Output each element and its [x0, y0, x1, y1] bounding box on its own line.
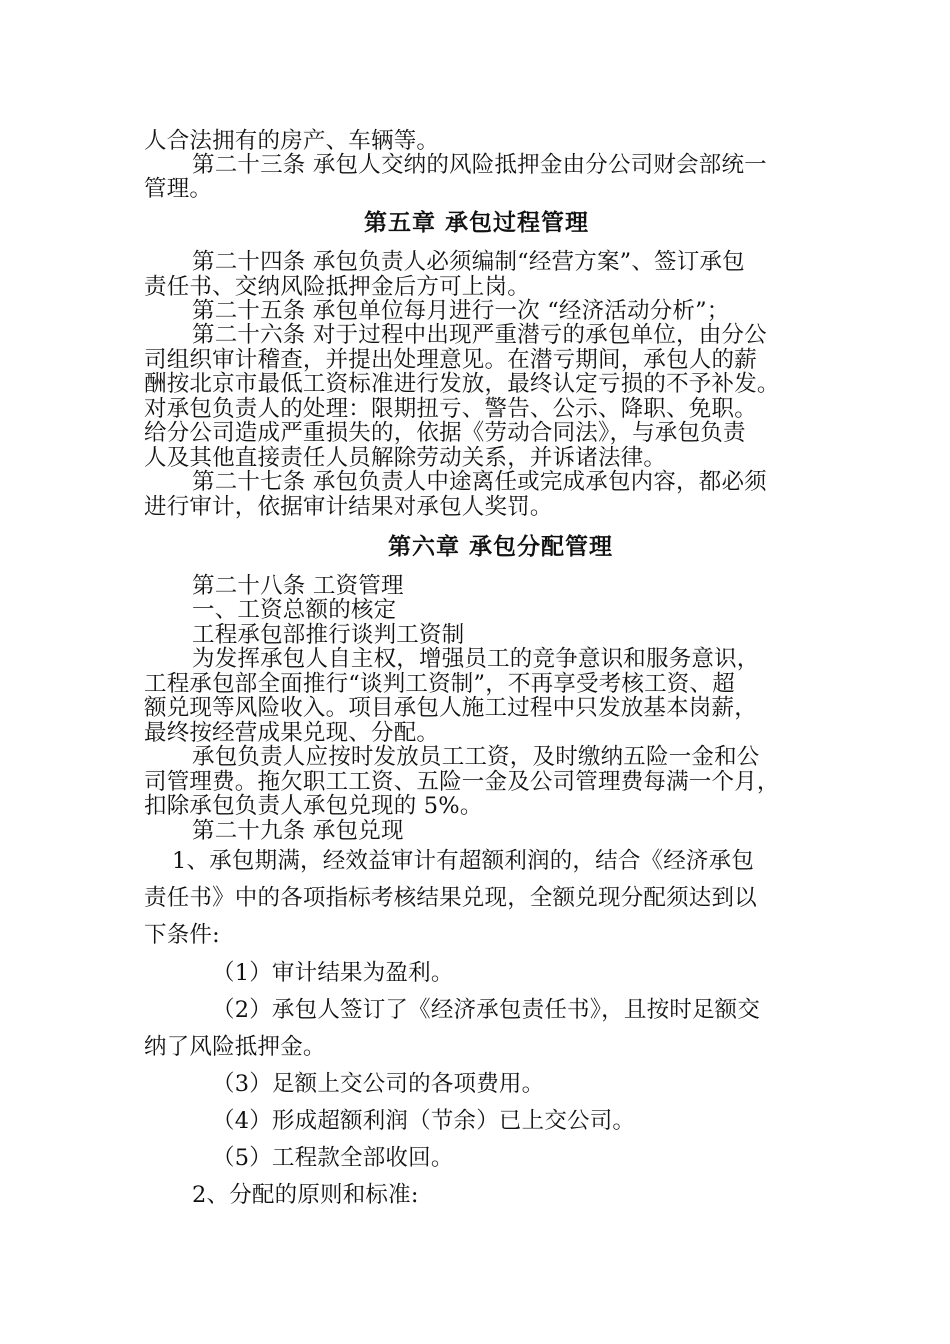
condition-3: （3）足额上交公司的各项费用。: [212, 1071, 545, 1097]
text-line: 管理。: [144, 176, 213, 202]
text-line: 司组织审计稽查，并提出处理意见。在潜亏期间，承包人的薪: [144, 347, 757, 373]
text-line: 工程承包部全面推行“谈判工资制”，不再享受考核工资、超: [144, 671, 735, 697]
article-25-line: 第二十五条 承包单位每月进行一次 “经济活动分析”；: [192, 298, 730, 324]
text-line: 纳了风险抵押金。: [144, 1034, 326, 1060]
text-line: 责任书》中的各项指标考核结果兑现，全额兑现分配须达到以: [144, 885, 757, 911]
text-line: 2、分配的原则和标准:: [192, 1182, 419, 1208]
article-28-line: 第二十八条 工资管理: [192, 573, 404, 599]
article-27-line: 第二十七条 承包负责人中途离任或完成承包内容，都必须: [192, 469, 767, 495]
text-line: 酬按北京市最低工资标准进行发放，最终认定亏损的不予补发。: [144, 371, 780, 397]
text-line: 给分公司造成严重损失的，依据《劳动合同法》，与承包负责: [144, 420, 746, 446]
text-line: 下条件:: [144, 922, 220, 948]
text-line: 一、工资总额的核定: [192, 597, 397, 623]
text-line: 承包负责人应按时发放员工工资，及时缴纳五险一金和公: [192, 744, 760, 770]
text-line: 对承包负责人的处理：限期扭亏、警告、公示、降职、免职。: [144, 396, 757, 422]
article-26-line: 第二十六条 对于过程中出现严重潜亏的承包单位，由分公: [192, 322, 767, 348]
condition-5: （5）工程款全部收回。: [212, 1145, 454, 1171]
text-line: 额兑现等风险收入。项目承包人施工过程中只发放基本岗薪，: [144, 695, 757, 721]
condition-2: （2）承包人签订了《经济承包责任书》，且按时足额交: [212, 997, 761, 1023]
condition-4: （4）形成超额利润（节余）已上交公司。: [212, 1108, 636, 1134]
text-line: 司管理费。拖欠职工工资、五险一金及公司管理费每满一个月，: [144, 769, 780, 795]
text-line: 扣除承包负责人承包兑现的 5%。: [144, 793, 483, 819]
chapter-6-heading: 第六章 承包分配管理: [388, 534, 614, 560]
article-24-line: 第二十四条 承包负责人必须编制“经营方案”、签订承包: [192, 249, 745, 275]
article-23-line: 第二十三条 承包人交纳的风险抵押金由分公司财会部统一: [192, 152, 767, 178]
text-line: 进行审计，依据审计结果对承包人奖罚。: [144, 494, 553, 520]
text-line: 人及其他直接责任人员解除劳动关系，并诉诸法律。: [144, 445, 667, 471]
text-line: 工程承包部推行谈判工资制: [192, 622, 465, 648]
chapter-5-heading: 第五章 承包过程管理: [364, 210, 590, 236]
text-line: 最终按经营成果兑现、分配。: [144, 720, 440, 746]
text-line: 责任书、交纳风险抵押金后方可上岗。: [144, 274, 530, 300]
condition-1: （1）审计结果为盈利。: [212, 960, 454, 986]
article-29-line: 第二十九条 承包兑现: [192, 818, 404, 844]
text-line: 人合法拥有的房产、车辆等。: [144, 128, 440, 154]
text-line: 1、承包期满，经效益审计有超额利润的，结合《经济承包: [172, 848, 755, 874]
text-line: 为发挥承包人自主权，增强员工的竞争意识和服务意识，: [192, 646, 760, 672]
